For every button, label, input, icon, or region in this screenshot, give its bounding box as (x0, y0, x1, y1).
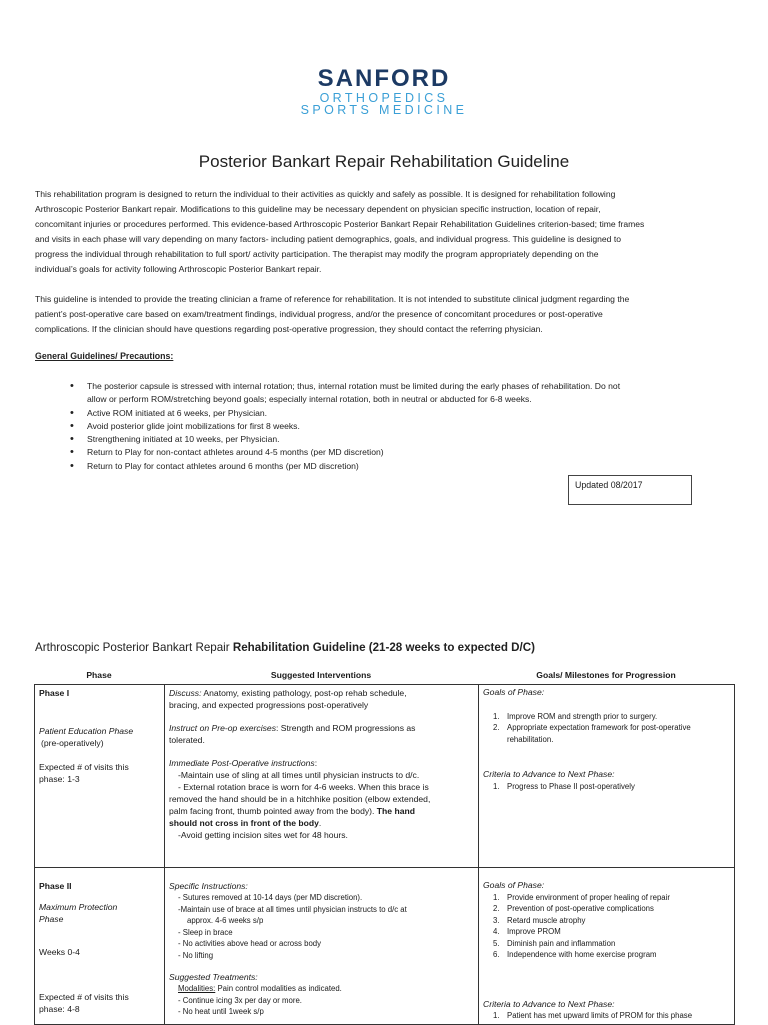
suggested-treatments-label: Suggested Treatments: (169, 972, 258, 982)
intro-paragraph-1 (35, 187, 735, 277)
intro-line: This guideline is intended to provide the treating clinician a frame of reference for rehabilitation. It is not intended to substitute clinical judgment regarding the (35, 294, 630, 304)
intro-line: patient’s post-operative care based on exam/treatment findings, individual progress, and/or the presence of concomitant procedures or post-operative (35, 309, 603, 319)
immediate-colon: : (314, 758, 318, 768)
instruction-warning: should not cross in front of the body (169, 818, 319, 828)
instruction-line: -Maintain use of brace at all times until physician instructs to d/c at (178, 904, 407, 914)
phase-cell (35, 868, 165, 1025)
phase-subtitle: Patient Education Phase (39, 726, 134, 736)
instruct-label: Instruct on Pre-op exercises (169, 723, 276, 733)
instruction-line: -Avoid getting incision sites wet for 48 hours. (178, 830, 348, 840)
list-item (70, 380, 700, 407)
modalities-text: Pain control modalities as indicated. (215, 984, 342, 993)
intro-line: individual’s goals for activity following Arthroscopic Posterior Bankart repair. (35, 264, 322, 274)
treatment-line: - Continue icing 3x per day or more. (178, 995, 302, 1005)
criteria-text: Patient has met upward limits of PROM for this phase (507, 1011, 693, 1020)
modalities-label: Modalities: (178, 984, 216, 993)
sanford-logo (0, 66, 768, 116)
list-item: 5. Diminish pain and inflammation (493, 938, 616, 948)
intro-paragraph-2 (35, 292, 735, 337)
column-header-goals: Goals/ Milestones for Progression (536, 670, 676, 680)
list-item: 2. Prevention of post-operative complications (493, 904, 654, 913)
list-item: 1. Improve ROM and strength prior to surgery. (493, 711, 658, 721)
goal-text: Prevention of post-operative complications (507, 904, 654, 913)
instruct-text: : Strength and ROM progressions as (276, 723, 416, 733)
goals-cell (479, 685, 735, 868)
discuss-text: bracing, and expected progressions post-operatively (169, 700, 369, 710)
table-row (35, 868, 735, 1025)
phase-name: Phase II (39, 881, 72, 891)
precaution-text: • The posterior capsule is stressed with internal rotation; thus, internal rotation must be limited during the early phases of rehabilitation. Do not (87, 381, 621, 391)
specific-instructions-label: Specific Instructions: (169, 881, 248, 891)
general-guidelines-heading: General Guidelines/ Precautions: (35, 351, 174, 361)
instruct-text: tolerated. (169, 735, 205, 745)
goal-text: Improve PROM (507, 927, 561, 936)
phase-subtitle: Maximum Protection (39, 902, 118, 912)
intro-line: Arthroscopic Posterior Bankart repair. Modifications to this guideline may be necessary dependent on physician specific instruction, location of repair, (35, 204, 601, 214)
logo-line-sports-medicine: SPORTS MEDICINE (300, 103, 468, 117)
visits-label: Expected # of visits this (39, 992, 129, 1002)
treatment-line: - No heat until 1week s/p (178, 1007, 264, 1016)
list-item: 2. Appropriate expectation framework for post-operative rehabilitation. (493, 722, 730, 745)
phase-cell (35, 685, 165, 868)
instruction-line: - No lifting (178, 950, 214, 960)
list-item: 1. Progress to Phase II post-operatively (493, 781, 635, 791)
interventions-cell (165, 685, 479, 868)
criteria-list (483, 781, 730, 793)
instruction-period: . (318, 818, 322, 828)
intro-line: and visits in each phase will vary depending on many factors- including patient demographics, goals, and individual progress. This guideline is designed to (35, 234, 621, 244)
precautions-list (70, 380, 700, 473)
list-item: • Active ROM initiated at 6 weeks, per Physician. (70, 407, 700, 420)
rehab-guideline-table (34, 684, 735, 1025)
phase-subtitle-note: (pre-operatively) (41, 738, 104, 748)
list-item: 6. Independence with home exercise program (493, 950, 657, 959)
visits-value: phase: 4-8 (39, 1004, 80, 1014)
instruction-line: - Sutures removed at 10-14 days (per MD discretion). (178, 893, 363, 902)
column-header-interventions: Suggested Interventions (270, 670, 372, 680)
phase-name: Phase I (39, 688, 70, 698)
list-item: 4. Improve PROM (493, 927, 561, 936)
list-item: 1. Provide environment of proper healing of repair (493, 892, 670, 902)
visits-label: Expected # of visits this (39, 762, 129, 772)
instruction-line: approx. 4-6 weeks s/p (187, 916, 264, 925)
discuss-text: Anatomy, existing pathology, post-op rehab schedule, (201, 688, 407, 698)
table-title-bold: Rehabilitation Guideline (21-28 weeks to expected D/C) (232, 641, 535, 654)
column-header-phase: Phase (86, 670, 112, 680)
goal-text: Retard muscle atrophy (507, 915, 586, 925)
instruction-warning: The hand (376, 806, 415, 816)
instruction-line: palm facing front, thumb pointed away from the body). (169, 806, 377, 816)
instruction-line: - No activities above head or across body (178, 939, 322, 948)
interventions-cell (165, 868, 479, 1025)
goals-cell (479, 868, 735, 1025)
goals-list (483, 892, 730, 961)
instruction-line: removed the hand should be in a hitchhike position (elbow extended, (169, 794, 431, 804)
intro-line: concomitant injuries or procedures performed. This evidence-based Arthroscopic Posterior Bankart Repair Rehabilitation Guidelines criterion-based; time frames (35, 219, 645, 229)
criteria-label: Criteria to Advance to Next Phase: (483, 998, 615, 1009)
goals-label: Goals of Phase: (483, 687, 545, 697)
goals-label: Goals of Phase: (483, 880, 545, 890)
visits-value: phase: 1-3 (39, 774, 80, 784)
list-item: • Strengthening initiated at 10 weeks, per Physician. (70, 433, 700, 446)
phase-subtitle: Phase (39, 914, 64, 924)
goal-text: Improve ROM and strength prior to surgery. (507, 711, 658, 721)
list-item: 3. Retard muscle atrophy (493, 915, 586, 925)
goal-text-continued: rehabilitation. (507, 734, 554, 744)
instruction-line: -Maintain use of sling at all times until physician instructs to d/c. (178, 770, 420, 780)
logo-line-orthopedics: ORTHOPEDICS (319, 91, 449, 105)
intro-line: progress the individual through rehabilitation to full sport/ activity participation. The therapist may modify the program appropriately depending on the (35, 249, 599, 259)
discuss-label: Discuss: (169, 688, 202, 698)
precaution-text-continued: allow or perform ROM/stretching beyond goals; especially internal rotation, both in neutral or abducted for 6-8 weeks. (87, 394, 532, 405)
phase-weeks: Weeks 0-4 (39, 947, 80, 957)
document-title: Posterior Bankart Repair Rehabilitation Guideline (198, 152, 570, 171)
goals-list (483, 711, 730, 746)
goal-text: Independence with home exercise program (507, 950, 657, 959)
criteria-label: Criteria to Advance to Next Phase: (483, 769, 615, 779)
goal-text: Provide environment of proper healing of repair (507, 892, 670, 902)
goal-text: Diminish pain and inflammation (507, 938, 616, 948)
instruction-line: - External rotation brace is worn for 4-6 weeks. When this brace is (178, 782, 429, 792)
list-item: • Return to Play for contact athletes around 6 months (per MD discretion) (70, 460, 700, 473)
list-item: • Return to Play for non-contact athletes around 4-5 months (per MD discretion) (70, 446, 700, 459)
immediate-label: Immediate Post-Operative instructions (169, 758, 315, 768)
table-title (35, 641, 535, 654)
instruction-line: - Sleep in brace (178, 927, 233, 937)
table-row (35, 685, 735, 868)
criteria-text: Progress to Phase II post-operatively (507, 781, 635, 791)
table-title-plain: Arthroscopic Posterior Bankart Repair (35, 641, 233, 654)
logo-wordmark: SANFORD (317, 65, 451, 92)
list-item: 1. Patient has met upward limits of PROM for this phase (493, 1011, 693, 1020)
list-item: • Avoid posterior glide joint mobilizations for first 8 weeks. (70, 420, 700, 433)
updated-date-box: Updated 08/2017 (568, 475, 692, 505)
criteria-list (483, 1010, 730, 1022)
goal-text: Appropriate expectation framework for post-operative (507, 723, 691, 732)
intro-line: complications. If the clinician should have questions regarding post-operative progression, they should contact the referring physician. (35, 324, 543, 334)
intro-line: This rehabilitation program is designed to return the individual to their activities as quickly and safely as possible. It is designed for rehabilitation following (35, 189, 616, 199)
